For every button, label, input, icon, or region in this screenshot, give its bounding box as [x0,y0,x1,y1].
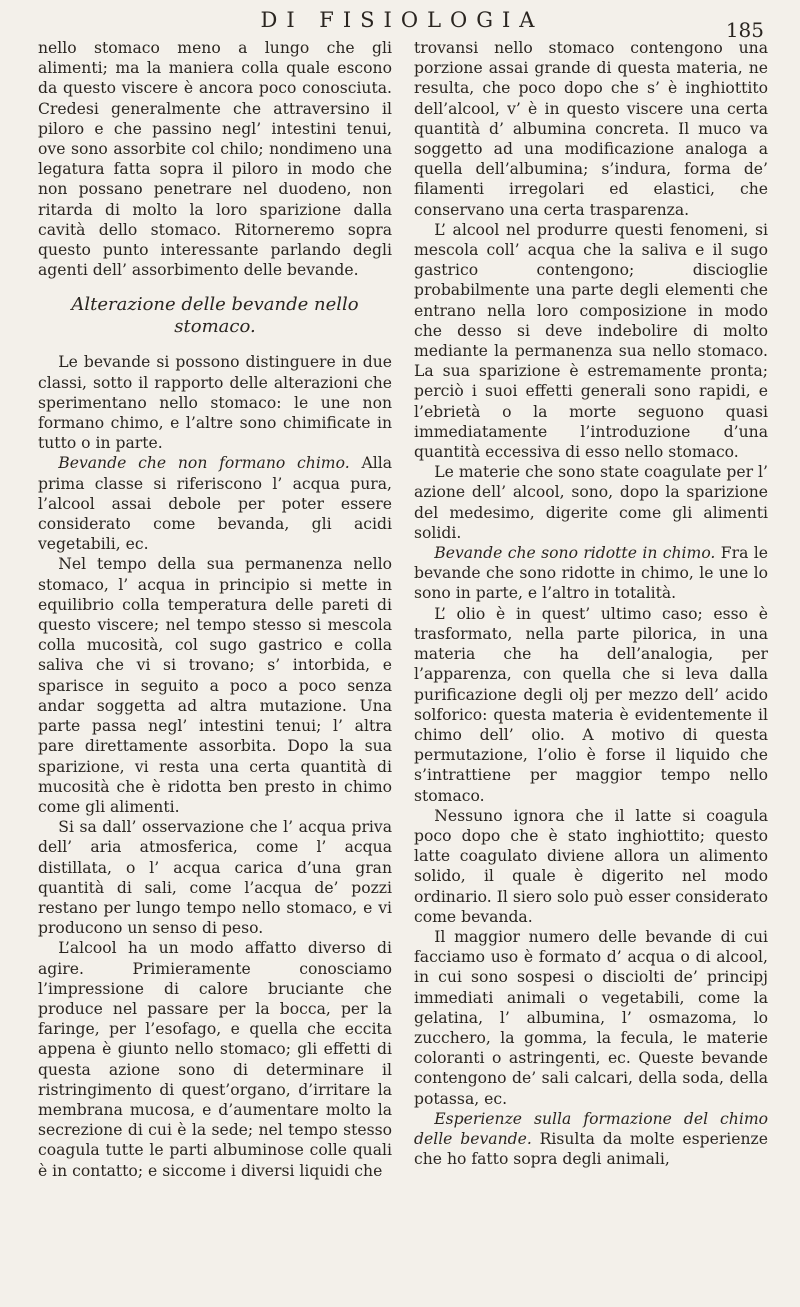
paragraph: Nessuno ignora che il latte si coagula poco dopo che è stato inghiottito; questo latte coagulato diviene allora un alimento solido, il quale è digerito nel modo ordinario. Il siero solo può esser considerato come bevanda. [414,806,768,926]
paragraph [414,1109,768,1170]
running-title: DI FISIOLOGIA [260,8,544,32]
paragraph: Le materie che sono state coagulate per l’ azione dell’ alcool, sono, dopo la sparizione del medesimo, digerite come gli alimenti solidi. [414,463,768,542]
right-column [414,38,768,1297]
paragraph-lead: Bevande che sono ridotte in chimo. [434,544,716,563]
paragraph-body: Alla prima classe si riferiscono l’ acqua pura, l’alcool assai debole per poter essere considerato come bevanda, gli acidi vegetabili, ec. [38,454,392,554]
paragraph: L’ olio è in quest’ ultimo caso; esso è trasformato, nella parte pilorica, in una materia che ha dell’analogia, per l’apparenza, con quella che si leva dalla purificazione degli olj per mezzo dell’ acido solforico: questa materia è evidentemente il chimo dell’ olio. A motivo di questa permutazione, l’olio è forse il liquido che s’intrattiene per maggior tempo nello stomaco. [414,604,768,805]
paragraph [38,453,392,554]
text-columns [38,38,768,1297]
paragraph: Si sa dall’ osservazione che l’ acqua priva dell’ aria atmosferica, come l’ acqua distillata, o l’ acqua carica d’una gran quantità di sali, come l’acqua de’ pozzi restano per lungo tempo nello stomaco, e vi producono un senso di peso. [38,818,392,938]
paragraph: Le bevande si possono distinguere in due classi, sotto il rapporto delle alterazioni che sperimentano nello stomaco: le une non formano chimo, e l’altre sono chimificate in tutto o in parte. [38,353,392,453]
paragraph: trovansi nello stomaco contengono una porzione assai grande di questa materia, ne resulta, che poco dopo che s’ è inghiottito dell’alcool, v’ è in questo viscere una certa quantità d’ albumina concreta. Il muco va soggetto ad una modificazione analoga a quella dell’albumina; s’indura, forma de’ filamenti irregolari ed elastici, che conservano una certa trasparenza. [414,39,768,219]
paragraph: Il maggior numero delle bevande di cui facciamo uso è formato d’ acqua o di alcool, in cui sono sospesi o disciolti de’ principj immediati animali o vegetabili, come la gelatina, l’ albumina, l’ osmazoma, lo zucchero, la gomma, la fecula, le materie coloranti o astringenti, ec. Queste bevande contengono de’ sali calcari, della soda, della potassa, ec. [414,927,768,1108]
paragraph-lead: Esperienze sulla formazione del chimo delle bevande. [414,1109,768,1148]
page-number: 185 [725,18,764,42]
paragraph-body: Fra le bevande che sono ridotte in chimo, le une lo sono in parte, e l’altro in totalità. [414,544,768,603]
paragraph: L’ alcool nel produrre questi fenomeni, si mescola coll’ acqua che la saliva e il sugo gastrico contengono; discioglie probabilmente una parte degli elementi che entrano nella loro composizione in modo che desso si deve indebolire di molto mediante la permanenza sua nello stomaco. La sua sparizione è estremamente pronta; perciò i suoi effetti generali sono rapidi, e l’ebrietà o la morte seguono quasi immediatamente l’introduzione d’una quantità eccessiva di esso nello stomaco. [414,220,768,462]
paragraph [414,543,768,604]
paragraph-lead: Bevande che non formano chimo. [58,454,350,473]
paragraph: Nel tempo della sua permanenza nello stomaco, l’ acqua in principio si mette in equilibrio colla temperatura delle pareti di questo viscere; nel tempo stesso si mescola colla mucosità, col sugo gastrico e colla saliva che vi si trovano; s’ intorbida, e sparisce in seguito a poco a poco senza andar soggetta ad altra mutazione. Una parte passa negl’ intestini tenui; l’ altra pare direttamente assorbita. Dopo la sua sparizione, vi resta una certa quantità di mucosità che è ridotta ben presto in chimo come gli alimenti. [38,555,392,816]
paragraph: L’alcool ha un modo affatto diverso di agire. Primieramente conosciamo l’impressione di calore bruciante che produce nel passare per la bocca, per la faringe, per l’esofago, e quella che eccita appena è giunto nello stomaco; gli effetti di questa azione sono di determinare il ristringimento di quest’organo, d’irritare la membrana mucosa, e d’aumentare molto la secrezione di cui è la sede; nel tempo stesso coagula tutte le parti albuminose colle quali è in contatto; e siccome i diversi liquidi che [38,939,392,1180]
page-header [40,8,764,42]
left-column [38,38,392,1297]
paragraph: nello stomaco meno a lungo che gli alimenti; ma la maniera colla quale escono da questo viscere è ancora poco conosciuta. Credesi generalmente che attraversino il piloro e che passino negl’ intestini tenui, ove sono assorbite col chilo; nondimeno una legatura fatta sopra il piloro in modo che non possano penetrare nel duodeno, non ritarda di molto la loro sparizione dalla cavità dello stomaco. Ritorneremo sopra questo punto interessante parlando degli agenti dell’ assorbimento delle bevande. [38,39,392,280]
section-heading: Alterazione delle bevande nello stomaco. [71,294,359,338]
paragraph-body: Risulta da molte esperienze che ho fatto sopra degli animali, [414,1129,768,1169]
